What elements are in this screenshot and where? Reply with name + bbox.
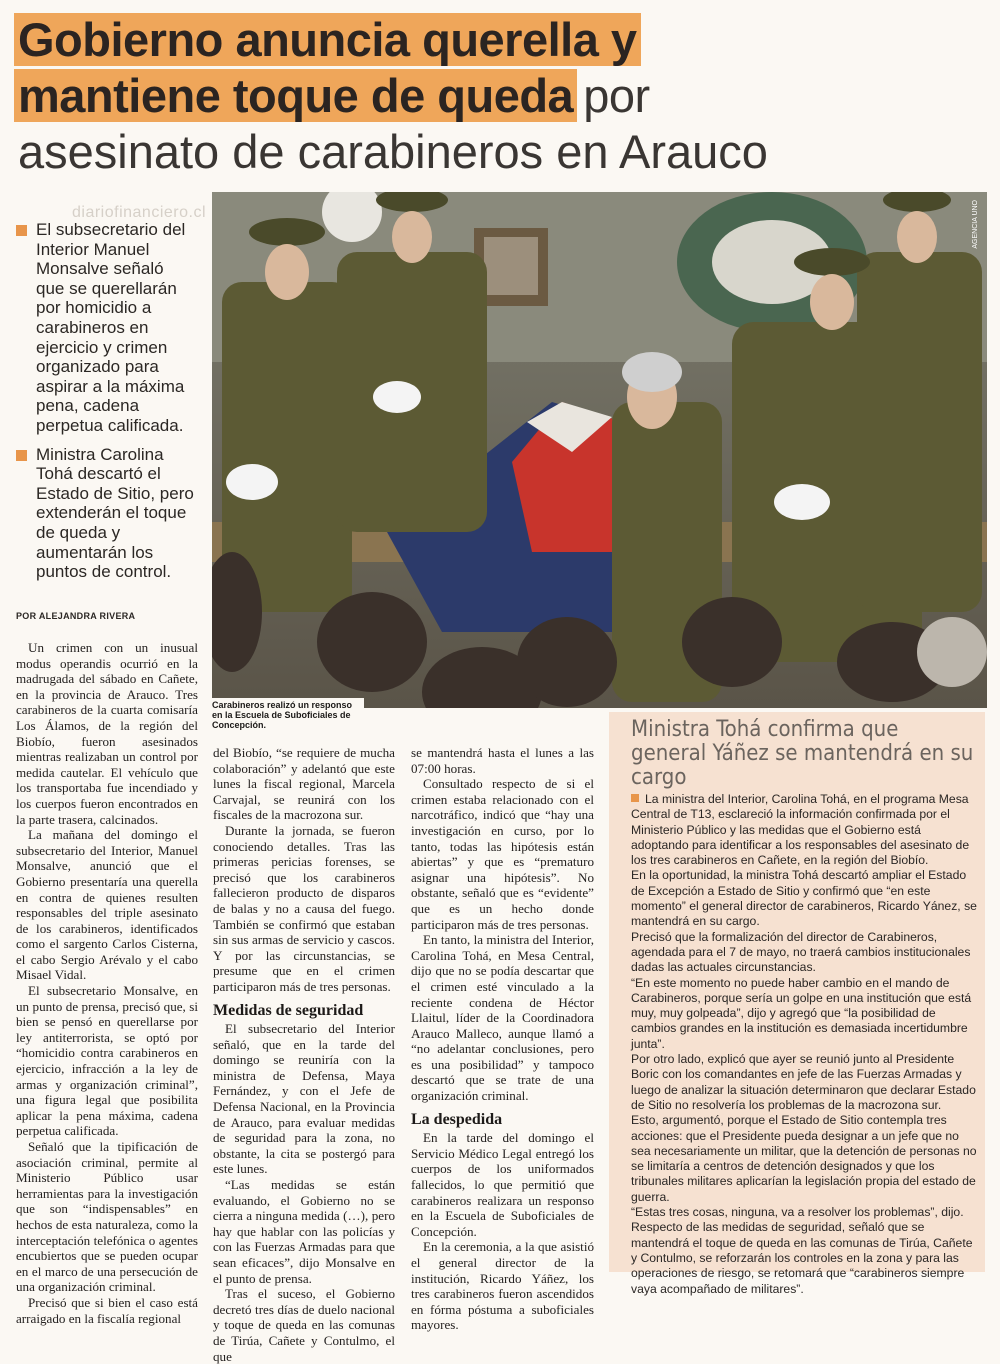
bullet-square-icon bbox=[16, 225, 27, 236]
article-paragraph: El subsecretario del Interior señaló, que en la tarde del domingo se reuniría con la ministra de Defensa, Maya Fernández, y con el Jefe de Defensa Nacional, en la Provincia de Arauco, para evaluar medidas de seguridad para la zona, no obstante, la cita se postergó para este lunes. bbox=[213, 1021, 395, 1177]
article-paragraph: La mañana del domingo el subsecretario del Interior, Manuel Monsalve, anunció que el Gobierno presentaría una querella en contra de quienes resulten responsables del triple asesinato de los carabineros, identificados como el sargento Carlos Cisterna, el cabo Sergio Arévalo y el cabo Misael Vidal. bbox=[16, 827, 198, 983]
sidebar-body bbox=[631, 792, 979, 1297]
article-paragraph: En tanto, la ministra del Interior, Carolina Tohá, en Mesa Central, dijo que no se podía descartar que el crimen esté vinculado a la reciente condena de Héctor Llaitul, líder de la Coordinadora Arauco Malleco, aunque llamó a “no adelantar conclusiones, pero es una posibilidad” y tampoco descartó que se trate de una organización criminal. bbox=[411, 932, 594, 1104]
article-paragraph: Consultado respecto de si el crimen estaba relacionado con el narcotráfico, indicó que “hay una investigación en curso, por lo tanto, todas las hipótesis están abiertas” y que es “prematuro asignar una hipótesis”. No obstante, señaló que es “evidente” que es un hecho donde participaron más de tres personas. bbox=[411, 776, 594, 932]
lead-bullet: Ministra Carolina Tohá descartó el Estado de Sitio, pero extenderán el toque de queda y aumentarán los puntos de control. bbox=[16, 445, 196, 582]
sidebar-title: Ministra Tohá confirma que general Yáñez se mantendrá en su cargo bbox=[631, 717, 974, 790]
sidebar-paragraph: Por otro lado, explicó que ayer se reunió junto al Presidente Boric con los comandantes en jefe de las Fuerzas Armadas y luego de analizar la situación determinaron que declarar Estado de Sitio no resolvería los problemas de la macrozona sur. bbox=[631, 1052, 976, 1112]
bullet-square-icon bbox=[16, 450, 27, 461]
article-paragraph: Durante la jornada, se fueron conociendo detalles. Tras las primeras pericias forenses, se precisó que los carabineros fallecieron producto de disparos de balas y no a causa del fuego. También se confirmó que estaban sin sus armas de servicio y cascos. Y por las circunstancias, se presume que en el crimen participaron más de tres personas. bbox=[213, 822, 395, 994]
photo-credit: AGENCIA UNO bbox=[972, 200, 979, 249]
article-paragraph: Señaló que la tipificación de asociación criminal, permite al Ministerio Público usar herramientas para la investigación que son “indispensables” en hechos de esta naturaleza, como la interceptación telefónica o agentes encubiertos que se pueden ocupar en el marco de una persecución de una organización criminal. bbox=[16, 1139, 198, 1295]
article-column-3 bbox=[411, 745, 594, 1333]
sidebar-paragraph: Precisó que la formalización del director de Carabineros, agendada para el 7 de mayo, no traerá cambios institucionales dadas las actuales circunstancias. bbox=[631, 929, 971, 975]
article-paragraph: se mantendrá hasta el lunes a las 07:00 horas. bbox=[411, 745, 594, 776]
ceremony-photo-illustration bbox=[212, 192, 987, 708]
news-photo bbox=[212, 192, 987, 708]
headline-line-2-highlight: mantiene toque de queda bbox=[14, 69, 577, 122]
article-paragraph: El subsecretario Monsalve, en un punto de prensa, precisó que, si bien se pensó en querellarse por ley antiterrorista, se optó por “homicidio contra carabineros en ejercicio, infracción a la ley de armas y organización criminal”, una figura legal que posibilita aplicar la pena máxima, cadena perpetua calificada. bbox=[16, 983, 198, 1139]
sidebar-paragraph: Esto, argumentó, porque el Estado de Sitio contempla tres acciones: que el Presidente pueda designar a un jefe que no sea necesariamente un militar, que la detención de personas no se limitaría a centros de detención designados y que los tribunales militares aplicarían la legislación propia del estado de guerra. bbox=[631, 1113, 977, 1204]
article-paragraph: Precisó que si bien el caso está arraigado en la fiscalía regional bbox=[16, 1294, 198, 1326]
lead-bullet: El subsecretario del Interior Manuel Monsalve señaló que se querellarán por homicidio a carabineros en ejercicio y crimen organizado para aspirar a la máxima pena, cadena perpetua calificada. bbox=[16, 220, 196, 436]
section-heading-security: Medidas de seguridad bbox=[213, 1001, 364, 1019]
sidebar-paragraph: “En este momento no puede haber cambio en el mando de Carabineros, porque sería un golpe en una institución que está muy, muy golpeada”, dijo y agregó que “la posibilidad de cambios grandes en la institución es demasiada incertidumbre junta”. bbox=[631, 975, 972, 1051]
lead-bullets bbox=[16, 220, 196, 591]
headline-line-3: asesinato de carabineros en Arauco bbox=[18, 125, 768, 178]
headline bbox=[14, 12, 989, 180]
article-column-1 bbox=[16, 640, 198, 1326]
photo-caption: Carabineros realizó un responso en la Escuela de Suboficiales de Concepción. bbox=[212, 698, 364, 732]
article-column-2 bbox=[213, 745, 395, 1364]
watermark: diariofinanciero.cl bbox=[72, 204, 207, 221]
article-paragraph: Tras el suceso, el Gobierno decretó tres días de duelo nacional y toque de queda en las comunas de Tirúa, Cañete y Contulmo, el que bbox=[213, 1286, 395, 1364]
headline-line-2-rest: por bbox=[583, 69, 650, 122]
sidebar-paragraph: “Estas tres cosas, ninguna, va a resolver los problemas”, dijo. bbox=[631, 1205, 964, 1220]
article-paragraph: En la tarde del domingo el Servicio Médico Legal entregó los cuerpos de los uniformados fallecidos, lo que permitió que carabineros realizara un responso en la Escuela de Suboficiales de Concepción. bbox=[411, 1130, 594, 1239]
byline: POR ALEJANDRA RIVERA bbox=[16, 611, 136, 621]
article-paragraph: del Biobío, “se requiere de mucha colaboración” y adelantó que este lunes la fiscal regional, Marcela Carvajal, se reunirá con los fiscales de la macrozona sur. bbox=[213, 745, 395, 823]
sidebar-paragraph: En la oportunidad, la ministra Tohá descartó ampliar el Estado de Excepción a Estado de Sitio y confirmó que “en este momento” el general director de carabineros, Ricardo Yánez, se mantendrá en su cargo. bbox=[631, 868, 977, 929]
sidebar-paragraph: La ministra del Interior, Carolina Tohá, en el programa Mesa Central de T13, esclareció la información confirmada por el Ministerio Público y las medidas que el Gobierno está adoptando para identificar a los responsables del asesinato de los tres carabineros en Cañete, en la región del Biobío. bbox=[631, 792, 970, 868]
article-paragraph: “Las medidas se están evaluando, el Gobierno no se cierra a ninguna medida (…), pero hay que hablar con las policías y con las Fuerzas Armadas para que sean eficaces”, dijo Monsalve en el punto de prensa. bbox=[213, 1177, 395, 1286]
article-paragraph: Un crimen con un inusual modus operandis ocurrió en la madrugada del sábado en Cañete, en la provincia de Arauco. Tres carabineros de la cuarta comisaría Los Álamos, de la región del Biobío, fueron asesinados mientras realizaban un control por medida cautelar. El vehículo que los transportaba fue incendiado y los cuerpos fueron encontrados en la parte trasera, calcinados. bbox=[16, 640, 198, 827]
section-heading-farewell: La despedida bbox=[411, 1110, 503, 1128]
sidebar-paragraph: Respecto de las medidas de seguridad, señaló que se mantendrá el toque de queda en las comunas de Tirúa, Cañete y Contulmo, se reforzarán los controles en la zona y para las operaciones de riesgo, se retomará que “carabineros siempre vaya acompañado de militares”. bbox=[631, 1220, 973, 1296]
headline-line-1: Gobierno anuncia querella y bbox=[14, 13, 641, 66]
article-paragraph: En la ceremonia, a la que asistió el general director de la institución, Ricardo Yáñez, los tres carabineros fueron ascendidos en fórma póstuma a suboficiales mayores. bbox=[411, 1239, 594, 1333]
bullet-square-icon bbox=[631, 794, 639, 802]
sidebar-box bbox=[609, 712, 985, 1296]
